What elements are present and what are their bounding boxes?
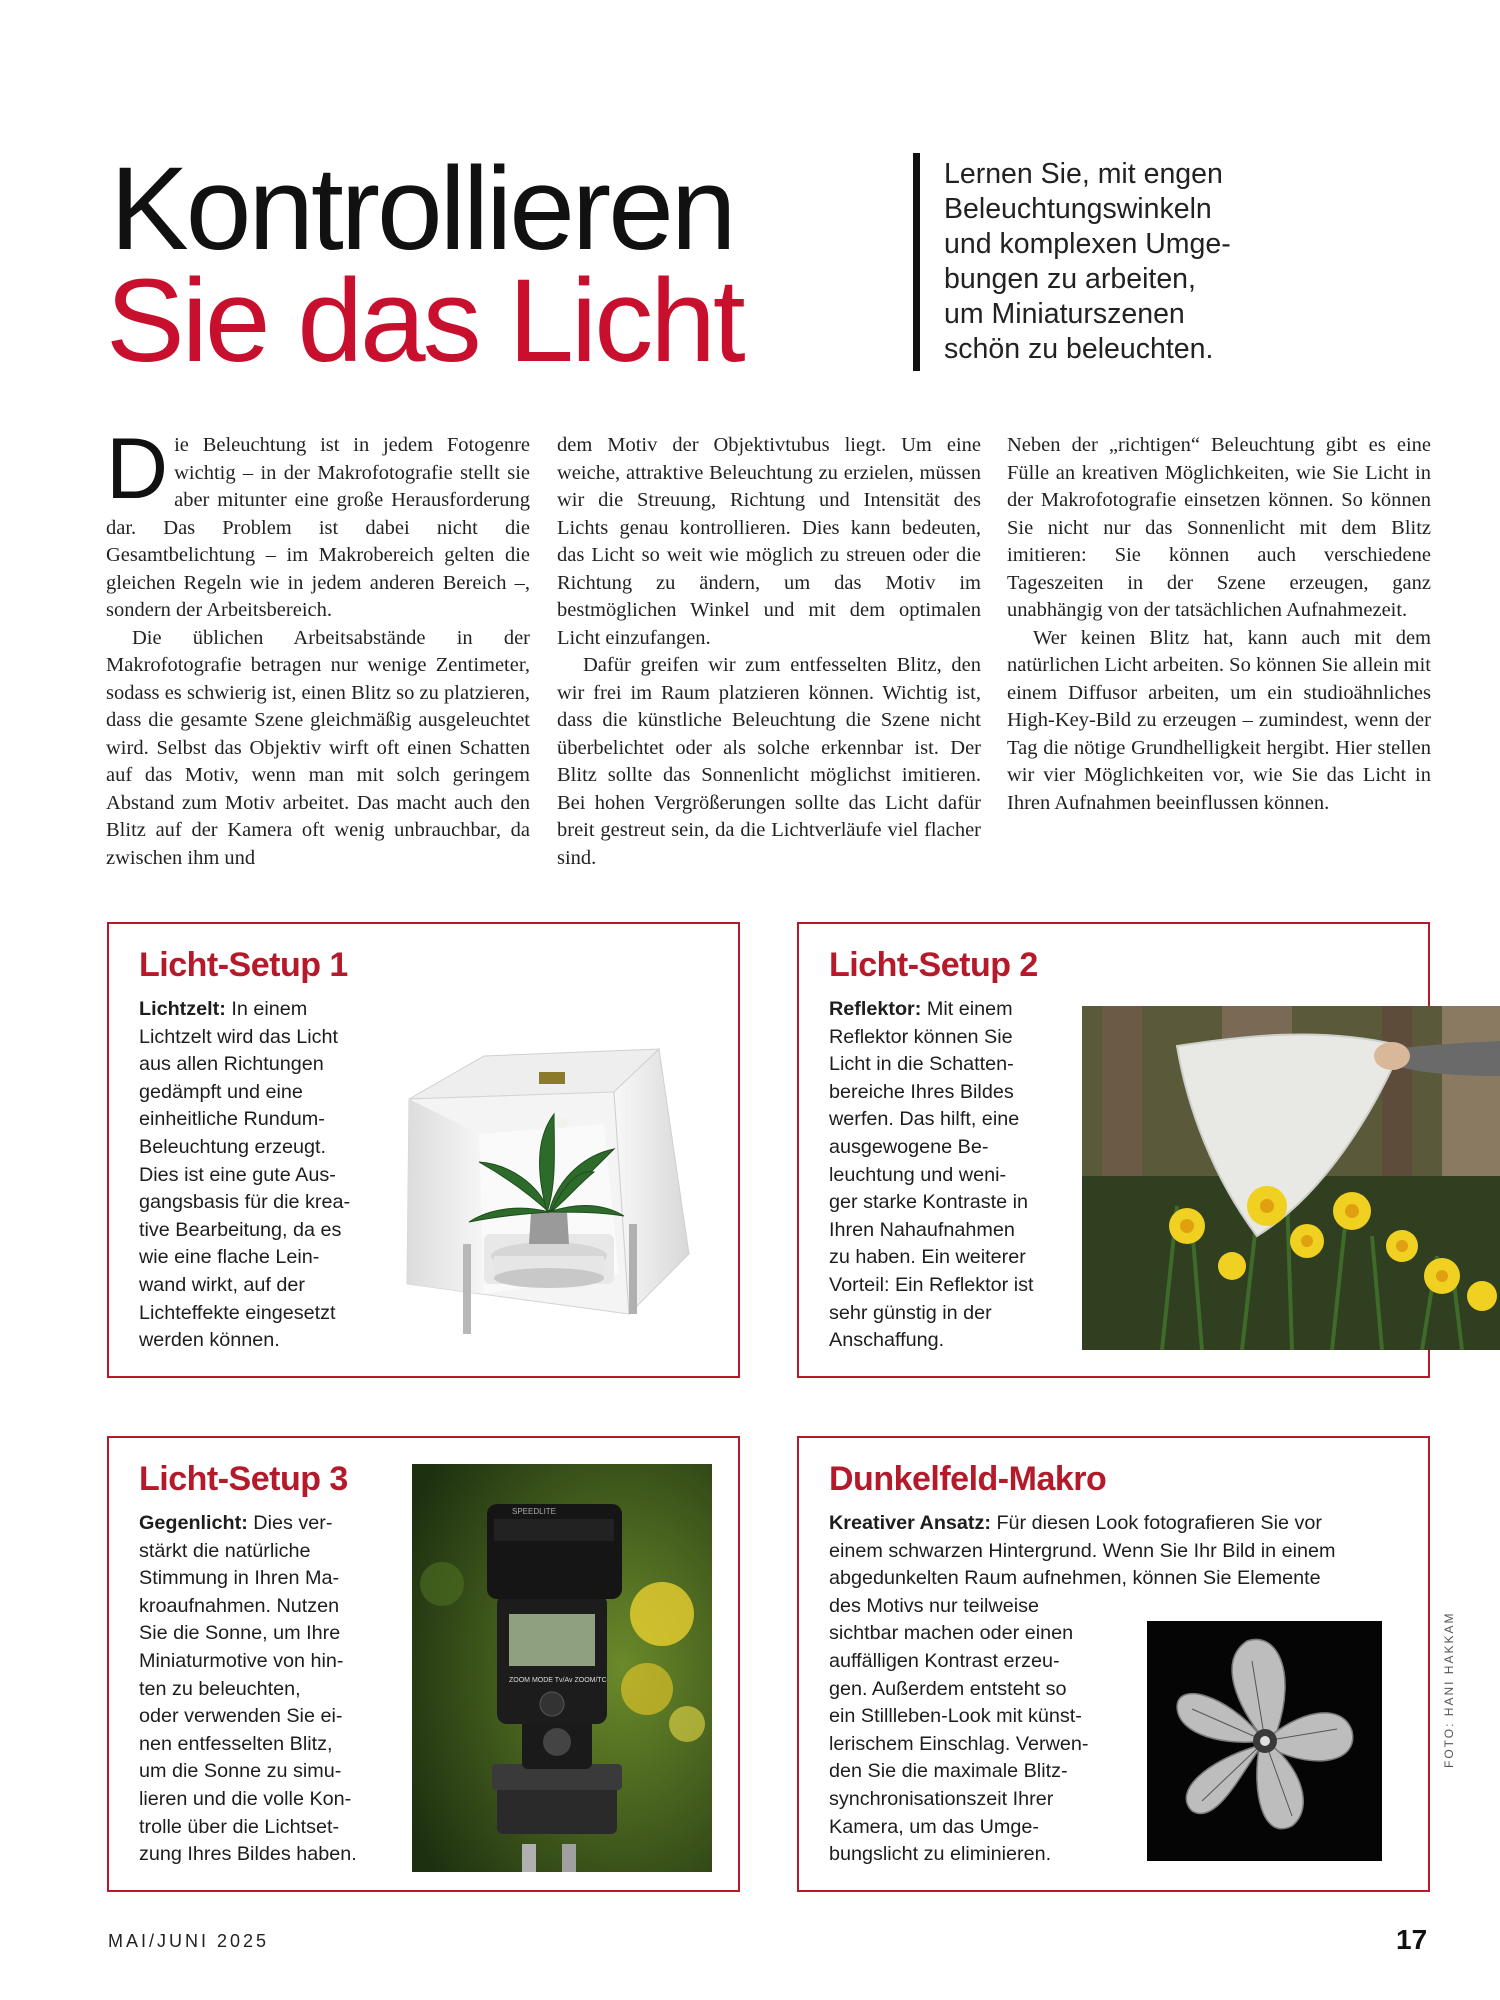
flash-mode-labels: ZOOM MODE Tv/Av ZOOM/TC [509, 1677, 607, 1684]
infobox-text: Kreativer Ansatz: Für diesen Look fotografieren Sie vor einem schwarzen Hintergrund. Wenn Sie Ihr Bild in einem abgedunkelten Raum aufnehmen, können Sie Elemente des Motivs nur teilweise sichtbar machen oder einen auffälligen Kontrast erzeu- gen. Außerdem entsteht so ein Stillleben-Look mit künst- lerischem Einschlag. Verwen- den Sie die maximale Blitz- synchronisationszeit Ihrer Kamera, um das Umge- bungslicht zu eliminieren. [829, 1512, 1336, 1866]
infobox-text: Gegenlicht: Dies ver- stärkt die natürliche Stimmung in Ihren Ma- kroaufnahmen. Nutzen Sie die Sonne, um Ihre Miniaturmotive von hin- ten zu beleuchten, oder verwenden Sie ei- nen entfesselten Blitz, um die Sonne zu simu- lieren und die volle Kon- trolle über die Lichtset- zung Ihres Bildes haben. [139, 1512, 357, 1866]
infobox-title: Dunkelfeld-Makro [829, 1460, 1107, 1498]
body-paragraph: Neben der „richtigen“ Beleuchtung gibt es eine Fülle an kreativen Möglichkeiten, wie Sie Licht in der Makrofotografie einsetzen können. So können Sie nicht nur das Sonnenlicht mit dem Blitz imitieren: Sie können auch verschiedene Tageszeiten in der Szene erzeugen, ganz unabhängig von der tatsächlichen Aufnahmezeit. [1007, 434, 1431, 621]
infobox-title: Licht-Setup 3 [139, 1460, 348, 1498]
body-column-3 [1007, 432, 1431, 817]
infobox-title: Licht-Setup 1 [139, 946, 348, 984]
photo-darkfield-flower [1147, 1621, 1382, 1861]
body-paragraph: Dafür greifen wir zum entfesselten Blitz, den wir frei im Raum platzieren können. Wichtig ist, dass die künstliche Beleuchtung die Szene nicht überbelichtet oder als solche erkennbar ist. Der Blitz sollte das Sonnenlicht möglichst imitieren. Bei hohen Vergrößerungen sollte das Licht dafür breit gestreut sein, da die Lichtverläufe viel flacher sind. [557, 654, 981, 869]
issue-date: MAI/JUNI 2025 [108, 1931, 270, 1951]
headline-line1: Kontrollieren [110, 143, 734, 275]
headline-line2: Sie das Licht [106, 255, 743, 387]
photo-light-tent [389, 1044, 729, 1344]
photo-reflector-daffodils [1082, 1006, 1500, 1350]
photo-flash-backlight [412, 1464, 712, 1872]
infobox-light-setup-1 [107, 922, 740, 1378]
body-paragraph: Die üblichen Arbeitsabstände in der Makrofotografie betragen nur wenige Zentimeter, sodass es schwierig ist, einen Blitz so zu platzieren, dass die gesamte Szene gleichmäßig ausgeleuchtet wird. Selbst das Objektiv wirft oft einen Schatten auf das Motiv, wenn man mit solch geringem Abstand zum Motiv arbeitet. Das macht auch den Blitz auf der Kamera oft wenig unbrauchbar, da zwischen ihm und [106, 626, 530, 869]
body-column-2 [557, 432, 981, 872]
page-number: 17 [1396, 1924, 1428, 1955]
infobox-title: Licht-Setup 2 [829, 946, 1038, 984]
body-paragraph: Die Beleuchtung ist in jedem Fotogenre wichtig – in der Makrofotografie stellt sie aber mitunter eine große Herausforderung dar. Das Problem ist dabei nicht die Gesamtbelichtung – im Makrobereich gelten die gleichen Regeln wie in jedem anderen Bereich –, sondern der Arbeitsbereich. [106, 421, 530, 621]
body-column-1 [106, 421, 530, 872]
photo-credit: FOTO: HANI HAKKAM [1442, 1611, 1456, 1768]
infobox-text: Reflektor: Mit einem Reflektor können Sie Licht in die Schatten- bereiche Ihres Bildes werfen. Das hilft, eine ausgewogene Be- leuchtung und weni- ger starke Kontraste in Ihren Nahaufnahmen zu haben. Ein weiterer Vorteil: Ein Reflektor ist sehr günstig in der Anschaffung. [829, 998, 1034, 1352]
body-paragraph: Wer keinen Blitz hat, kann auch mit dem natürlichen Licht arbeiten. So können Sie allein mit einem Diffusor arbeiten, um ein studioähnliches High-Key-Bild zu erzeugen – zumindest, wenn der Tag die nötige Grundhelligkeit hergibt. Hier stellen wir vier Möglichkeiten vor, wie Sie das Licht in Ihren Aufnahmen beeinflussen können. [1007, 626, 1431, 814]
body-paragraph: dem Motiv der Objektivtubus liegt. Um eine weiche, attraktive Beleuchtung zu erzielen, müssen wir die Streuung, Richtung und Intensität des Lichts genau kontrollieren. Dies kann bedeuten, das Licht so weit wie möglich zu streuen oder die Richtung zu ändern, um das Motiv im bestmöglichen Winkel und mit dem optimalen Licht einzufangen. [557, 434, 981, 649]
headline-divider [913, 153, 920, 371]
dropcap: D [106, 421, 169, 517]
infobox-text: Lichtzelt: In einem Lichtzelt wird das Licht aus allen Richtungen gedämpft und eine einheitliche Rundum- Beleuchtung erzeugt. Dies ist eine gute Aus- gangsbasis für die krea- tive Bearbeitung, da es wie eine flache Lein- wand wirkt, auf der Lichteffekte eingesetzt werden können. [139, 998, 351, 1352]
infobox-light-setup-3 [107, 1436, 740, 1892]
lead-text: Lernen Sie, mit engen Beleuchtungswinkeln und komplexen Umge- bungen zu arbeiten, um Miniaturszenen schön zu beleuchten. [944, 158, 1231, 365]
infobox-darkfield-macro [797, 1436, 1430, 1892]
flash-brand-label: SPEEDLITE [512, 1507, 557, 1516]
